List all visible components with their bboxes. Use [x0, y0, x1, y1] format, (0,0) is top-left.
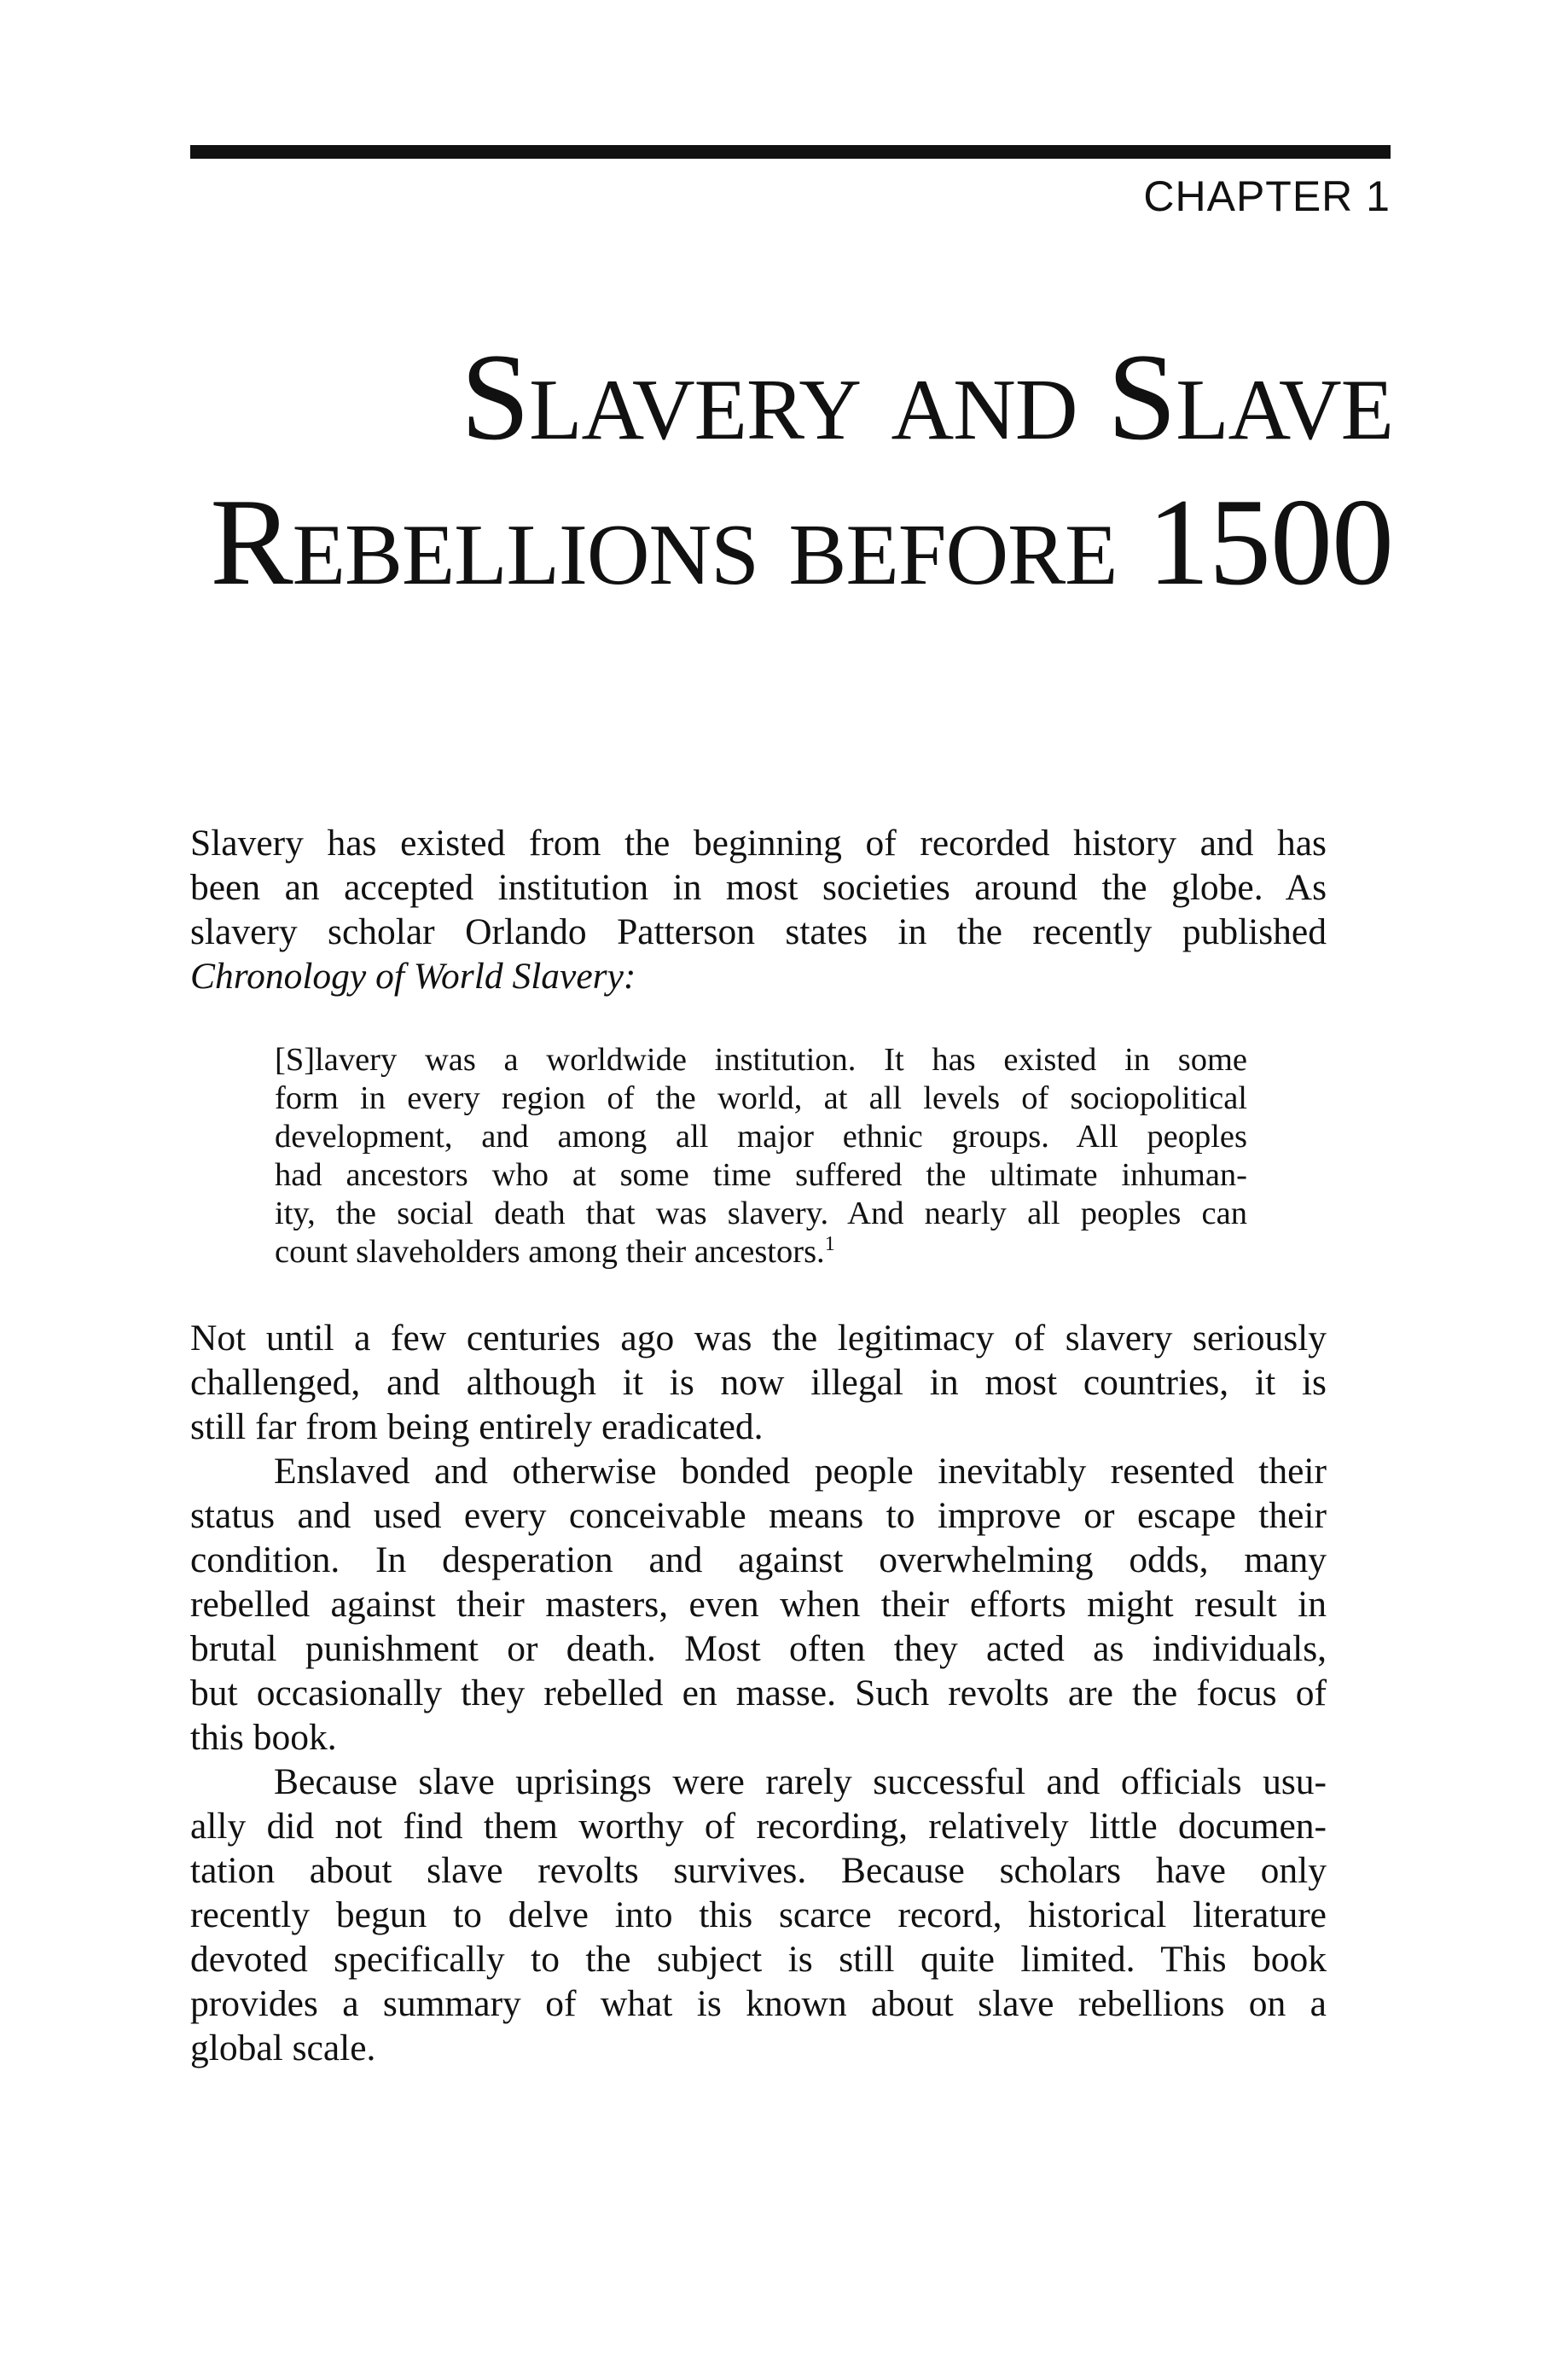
paragraph-1-line-3: still far from being entirely eradicated.: [190, 1406, 764, 1447]
body-paragraphs: [190, 1316, 1327, 2070]
paragraph-2-line-2: status and used every conceivable means to improve or escape their: [190, 1495, 1327, 1536]
paragraph-3-line-6: provides a summary of what is known about slave rebellions on a: [190, 1983, 1327, 2024]
paragraph-3-line-2: ally did not find them worthy of recording, relatively little documen-: [190, 1806, 1327, 1847]
quote-line-4: had ancestors who at some time suffered the ultimate inhuman-: [275, 1157, 1247, 1193]
paragraph-2-line-4: rebelled against their masters, even when their efforts might result in: [190, 1584, 1327, 1625]
chapter-title: [199, 324, 1393, 614]
quote-line-3: development, and among all major ethnic groups. All peoples: [275, 1119, 1247, 1155]
book-title: Chronology of World Slavery:: [190, 956, 636, 997]
chapter-top-rule: [190, 145, 1391, 159]
block-quote: [275, 1041, 1247, 1271]
paragraph-3-line-4: recently begun to delve into this scarce record, historical literature: [190, 1894, 1327, 1935]
paragraph-2-line-1: Enslaved and otherwise bonded people inevitably resented their: [274, 1451, 1327, 1492]
paragraph-2-line-3: condition. In desperation and against overwhelming odds, many: [190, 1539, 1327, 1580]
paragraph-3-line-3: tation about slave revolts survives. Because scholars have only: [190, 1850, 1327, 1891]
paragraph-2-line-6: but occasionally they rebelled en masse. Such revolts are the focus of: [190, 1673, 1327, 1713]
quote-line-6-text: count slaveholders among their ancestors.: [275, 1234, 825, 1270]
paragraph-3-line-5: devoted specifically to the subject is still quite limited. This book: [190, 1939, 1327, 1980]
paragraph-2-line-5: brutal punishment or death. Most often they acted as individuals,: [190, 1628, 1327, 1669]
paragraph-3-line-1: Because slave uprisings were rarely successful and officials usu-: [274, 1761, 1327, 1802]
intro-line-2: been an accepted institution in most societies around the globe. As: [190, 867, 1327, 908]
paragraph-1-line-2: challenged, and although it is now illegal in most countries, it is: [190, 1362, 1327, 1403]
chapter-title-line-1: Slavery and Slave: [460, 328, 1393, 466]
paragraph-1-line-1: Not until a few centuries ago was the legitimacy of slavery seriously: [190, 1318, 1327, 1359]
footnote-reference[interactable]: 1: [824, 1233, 835, 1256]
paragraph-2-line-7: this book.: [190, 1717, 337, 1758]
intro-paragraph: [190, 821, 1327, 998]
paragraph-3-line-7: global scale.: [190, 2028, 376, 2068]
intro-line-1: Slavery has existed from the beginning of recorded history and has: [190, 823, 1327, 864]
intro-line-3: slavery scholar Orlando Patterson states in the recently published: [190, 911, 1327, 952]
quote-line-1: [S]lavery was a worldwide institution. It has existed in some: [275, 1042, 1247, 1078]
quote-line-5: ity, the social death that was slavery. And nearly all peoples can: [275, 1196, 1247, 1231]
chapter-title-line-2: Rebellions before 1500: [210, 473, 1393, 611]
quote-line-6: [275, 1233, 1247, 1271]
chapter-label: CHAPTER 1: [1143, 172, 1391, 220]
quote-line-2: form in every region of the world, at all levels of sociopolitical: [275, 1080, 1247, 1116]
